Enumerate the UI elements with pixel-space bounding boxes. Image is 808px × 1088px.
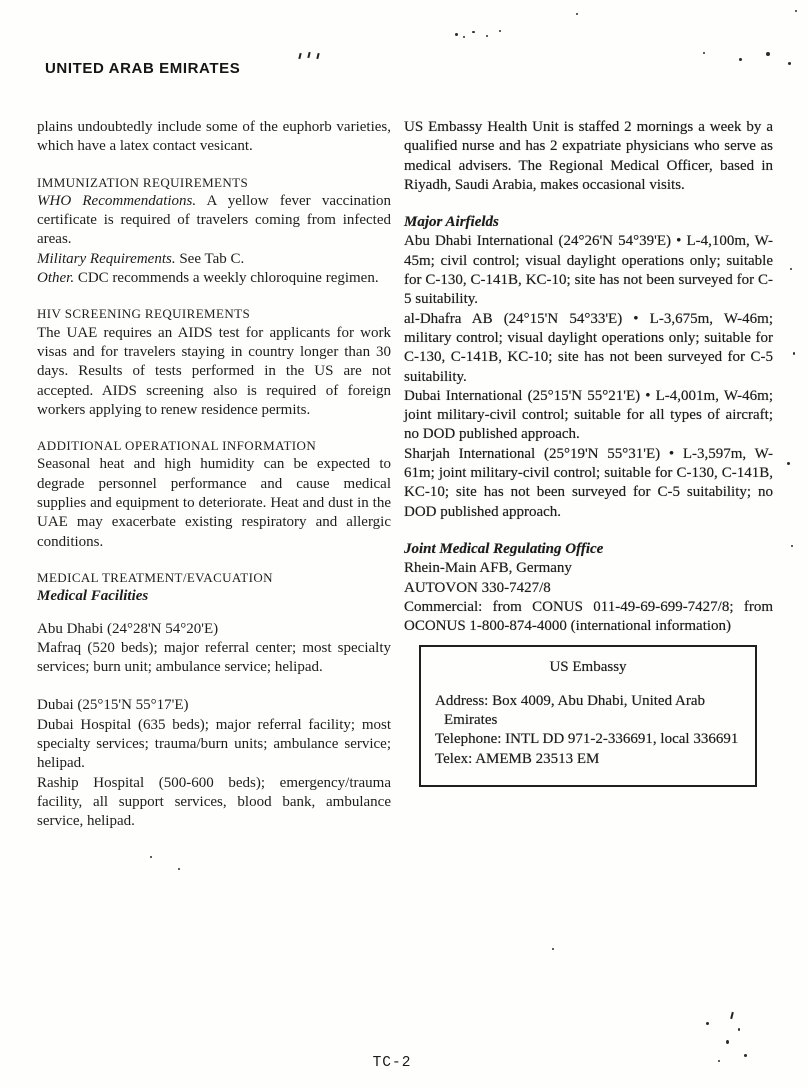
immunization-item bbox=[37, 192, 391, 250]
immunization-item bbox=[37, 250, 391, 269]
jmro-line: AUTOVON 330-7427/8 bbox=[404, 579, 551, 596]
airfield-entry: al-Dhafra AB (24°15'N 54°33'E) • L-3,675m, W-46m; military control; visual daylight operations only; suitable for C-130, C-141B, KC-10; site has not been surveyed for C-5 suitability. bbox=[404, 310, 773, 385]
scan-speckle bbox=[787, 462, 790, 465]
immunization-item bbox=[37, 269, 391, 288]
immunization-list bbox=[37, 192, 391, 288]
scan-speckle bbox=[791, 545, 793, 547]
scan-speckle bbox=[463, 36, 465, 38]
scan-speckle bbox=[486, 35, 488, 37]
scan-speckle bbox=[790, 268, 792, 270]
scan-speckle bbox=[178, 868, 180, 870]
section-heading-major-airfields: Major Airfields bbox=[404, 214, 499, 231]
facility-entry bbox=[37, 696, 391, 831]
scan-speckle bbox=[706, 1022, 709, 1025]
item-lead: WHO Recommendations. bbox=[37, 192, 197, 209]
scan-speckle bbox=[795, 10, 797, 12]
scan-speckle bbox=[739, 58, 742, 61]
item-lead: Other. bbox=[37, 270, 75, 287]
facility-location: Abu Dhabi (24°28'N 54°20'E) bbox=[37, 620, 219, 637]
scan-speckle bbox=[766, 52, 770, 56]
section-heading-immunization: IMMUNIZATION REQUIREMENTS bbox=[37, 174, 249, 190]
left-column bbox=[37, 118, 391, 832]
facility-entry bbox=[37, 620, 391, 678]
scan-speckle bbox=[718, 1060, 720, 1062]
scan-speckle bbox=[150, 856, 152, 858]
facility-description: Dubai Hospital (635 beds); major referral facility; most specialty services; trauma/burn units; ambulance service; helipad. bbox=[37, 716, 391, 772]
scan-speckle bbox=[793, 352, 795, 355]
scan-speckle bbox=[455, 33, 458, 36]
right-column bbox=[404, 118, 773, 787]
scan-speckle bbox=[703, 52, 705, 54]
embassy-address-line: Address: Box 4009, Abu Dhabi, United Arab Emirates bbox=[435, 692, 705, 729]
intro-paragraph: plains undoubtedly include some of the euphorb varieties, which have a latex contact vesicant. bbox=[37, 119, 391, 155]
scan-speckle bbox=[738, 1028, 740, 1031]
embassy-telephone-line: Telephone: INTL DD 971-2-336691, local 336691 bbox=[435, 731, 739, 748]
section-heading-medical-treatment: MEDICAL TREATMENT/EVACUATION bbox=[37, 569, 273, 585]
scan-speckle bbox=[576, 13, 578, 15]
section-heading-hiv-screening: HIV SCREENING REQUIREMENTS bbox=[37, 306, 251, 322]
page-title: UNITED ARAB EMIRATES bbox=[45, 60, 241, 77]
item-text: See Tab C. bbox=[175, 250, 245, 267]
scan-speckle bbox=[744, 1054, 747, 1057]
item-text: A yellow fever vaccination certificate is required of travelers coming from infected areas. bbox=[37, 192, 391, 248]
section-heading-jmro: Joint Medical Regulating Office bbox=[404, 540, 604, 557]
hiv-screening-paragraph: The UAE requires an AIDS test for applicants for work visas and for travelers staying in country longer than 30 days. Results of tests performed in the US are not accepted. AIDS screening also is required of foreign workers applying to renew residence permits. bbox=[37, 324, 391, 418]
airfield-entry: Sharjah International (25°19'N 55°31'E) • L-3,597m, W-61m; joint military-civil control; suitable for C-130, C-141B, KC-10; site has not been surveyed for C-5 suitability; no DOD published approach. bbox=[404, 445, 773, 520]
item-lead: Military Requirements. bbox=[37, 250, 176, 267]
ink-mark bbox=[316, 53, 319, 59]
additional-operational-paragraph: Seasonal heat and high humidity can be expected to degrade personnel performance and cause medical supplies and equipment to deteriorate. Heat and dust in the UAE may exacerbate existing respiratory and allergic conditions. bbox=[37, 456, 391, 550]
scan-speckle bbox=[552, 948, 554, 950]
jmro-line: Rhein-Main AFB, Germany bbox=[404, 560, 572, 577]
ink-mark bbox=[298, 53, 301, 59]
ink-mark bbox=[730, 1012, 734, 1019]
page-number: TC-2 bbox=[372, 1055, 412, 1071]
subheading-medical-facilities: Medical Facilities bbox=[37, 588, 149, 605]
embassy-health-paragraph: US Embassy Health Unit is staffed 2 mornings a week by a qualified nurse and has 2 expatriate physicians who serve as medical advisers. The Regional Medical Officer, based in Riyadh, Saudi Arabia, makes occasional visits. bbox=[404, 119, 773, 193]
us-embassy-box bbox=[419, 645, 757, 786]
facility-description: Raship Hospital (500-600 beds); emergency/trauma facility, all support services, blood bank, ambulance service, helipad. bbox=[37, 774, 391, 830]
embassy-box-title: US Embassy bbox=[549, 659, 627, 676]
scan-speckle bbox=[472, 31, 475, 33]
item-text: CDC recommends a weekly chloroquine regimen. bbox=[74, 270, 379, 287]
scan-speckle bbox=[726, 1040, 729, 1044]
ink-mark bbox=[307, 52, 310, 58]
scan-speckle bbox=[788, 62, 791, 65]
airfields-list bbox=[404, 232, 773, 521]
jmro-contact-block bbox=[404, 559, 773, 636]
facility-location: Dubai (25°15'N 55°17'E) bbox=[37, 697, 189, 714]
embassy-telex-line: Telex: AMEMB 23513 EM bbox=[435, 750, 600, 767]
section-heading-additional-operational: ADDITIONAL OPERATIONAL INFORMATION bbox=[37, 438, 317, 454]
airfield-entry: Abu Dhabi International (24°26'N 54°39'E) • L-4,100m, W-45m; civil control; visual daylight operations only; suitable for C-130, C-141B, KC-10; site has not been surveyed for C-5 suitability. bbox=[404, 233, 773, 308]
scan-speckle bbox=[499, 30, 501, 32]
airfield-entry: Dubai International (25°15'N 55°21'E) • L-4,001m, W-46m; joint military-civil control; suitable for all types of aircraft; no DOD published approach. bbox=[404, 387, 773, 443]
jmro-line: Commercial: from CONUS 011-49-69-699-7427/8; from OCONUS 1-800-874-4000 (international information) bbox=[404, 598, 773, 635]
facility-description: Mafraq (520 beds); major referral center; most specialty services; burn unit; ambulance service; helipad. bbox=[37, 639, 391, 676]
